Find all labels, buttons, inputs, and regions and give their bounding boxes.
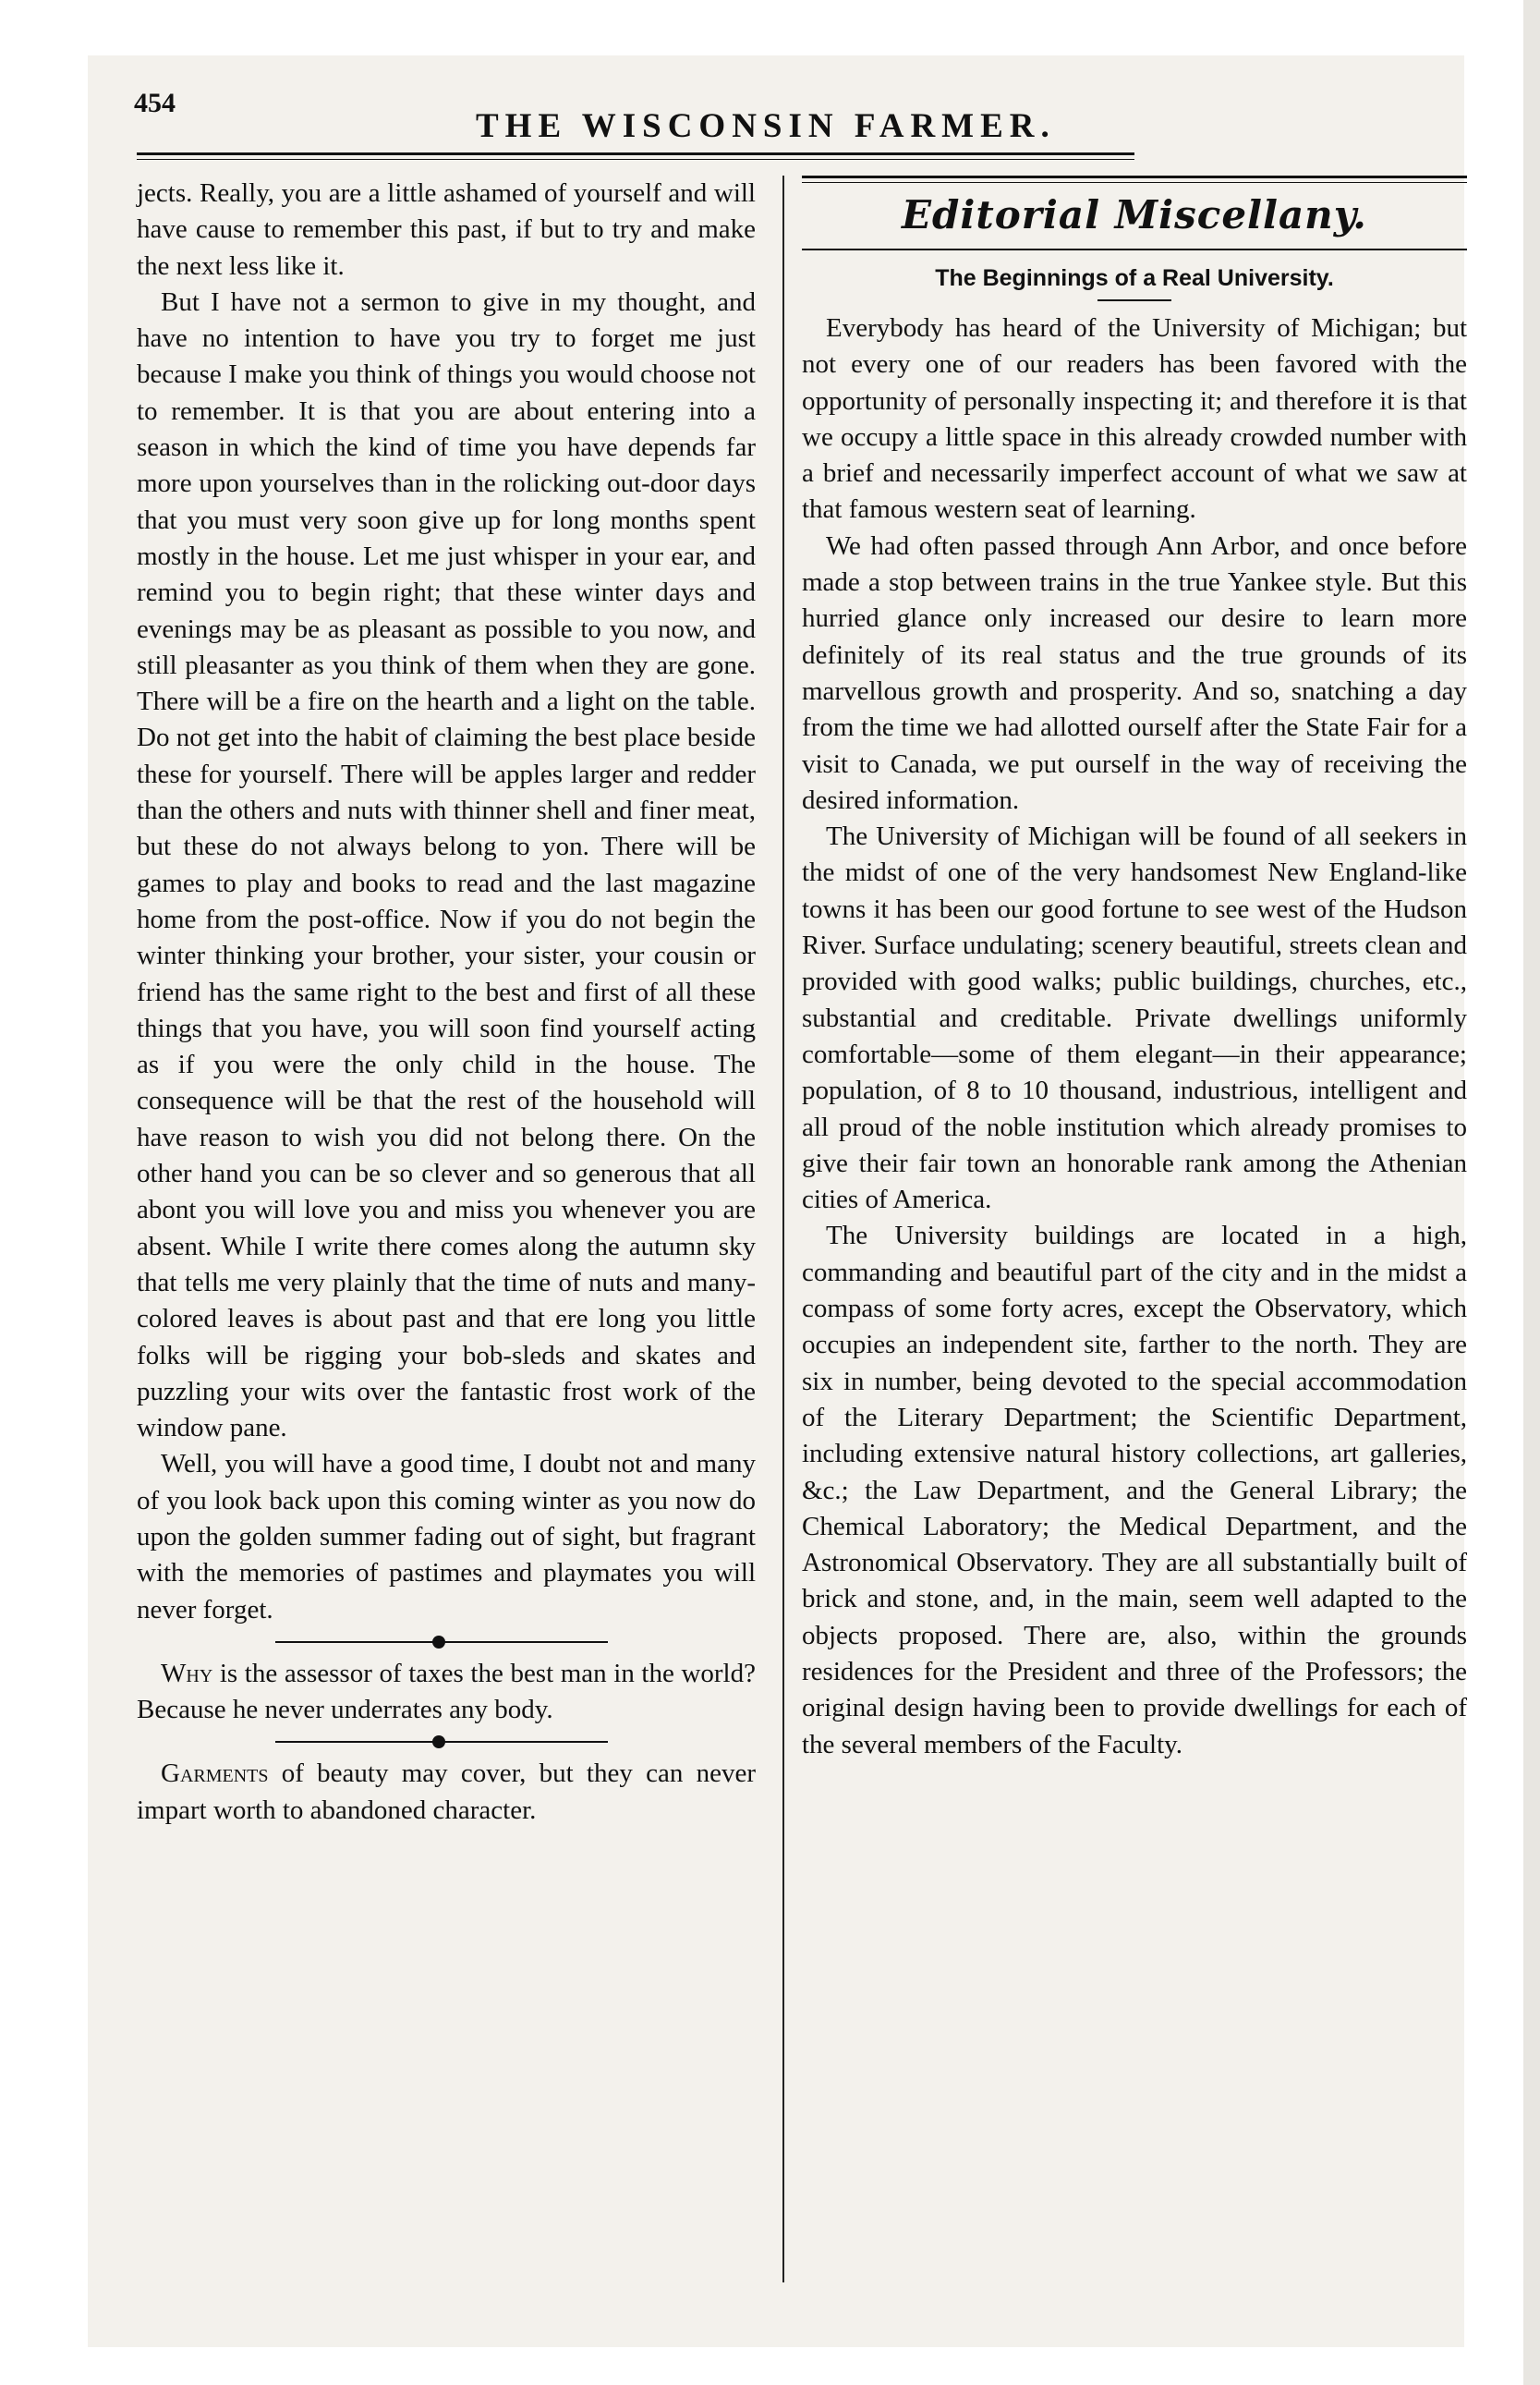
right-paragraph-1: Everybody has heard of the University of Michigan; but not every one of our readers has been favored with the opportunity of personally inspecting it; and therefore it is that we occupy a little space in this already crowded number with a brief and necessarily imperfect account of what we saw at that famous western seat of learning. <box>802 313 1467 525</box>
column-divider <box>782 176 784 2282</box>
separator-1 <box>275 1628 608 1656</box>
right-paragraph-2: We had often passed through Ann Arbor, and once before made a stop between trains in the true Yankee style. But this hurried glance only increased our desire to learn more definitely of its real status and the true grounds of its marvellous growth and prosperity. And so, snatching a day from the time we had allotted ourself after the State Fair for a visit to Canada, we put ourself in the way of receiving the desired information. <box>802 530 1467 815</box>
left-column <box>137 176 756 1829</box>
assessor-item-text: is the assessor of taxes the best man in the world? Because he never underrates any body. <box>137 1658 756 1725</box>
right-paragraph-3: The University of Michigan will be found of all seekers in the midst of one of the very handsomest New England-like towns it has been our good fortune to see west of the Hudson River. Surface undulating; scenery beautiful, streets clean and provided with good walks; public buildings, churches, etc., substantial and creditable. Private dwellings uniformly comfortable—some of them elegant—in their appearance; population, of 8 to 10 thousand, industrious, intelligent and all proud of the noble institution which already promises to give their fair town an honorable rank among the Athenian cities of America. <box>802 821 1467 1215</box>
left-paragraph-2: But I have not a sermon to give in my thought, and have no intention to have you try to forget me just because I make you think of things you would choose not to remember. It is that you are about entering into a season in which the kind of time you have depends far more upon yourselves than in the rolicking out-door days that you must very soon give up for long months spent mostly in the house. Let me just whisper in your ear, and remind you to begin right; that these winter days and evenings may be as pleasant as possible to you now, and still pleasanter as you think of them when they are gone. There will be a fire on the hearth and a light on the table. Do not get into the habit of claiming the best place beside these for yourself. There will be apples larger and redder than the others and nuts with thinner shell and finer meat, but these do not always belong to yon. There will be games to play and books to read and the last magazine home from the post-office. Now if you do not begin the winter thinking your brother, your sister, your cousin or friend has the same right to the best and first of all these things that you have, you will soon find yourself acting as if you were the only child in the house. The consequence will be that the rest of the household will have reason to wish you did not belong there. On the other hand you can be so clever and so generous that all abont you will love you and miss you whenever you are absent. While I write there comes along the autumn sky that tells me very plainly that the time of nuts and many-colored leaves is about past and that ere long you little folks will be rigging your bob-sleds and skates and puzzling your wits over the fantastic frost work of the window pane. <box>137 286 756 1443</box>
right-paragraph-4: The University buildings are located in a high, commanding and beautiful part of the city and in the midst a compass of some forty acres, except the Observatory, which occupies an independent site, farther to the north. They are six in number, being devoted to the special accommodation of the Literary Department; the Scientific Department, including extensive natural history collections, art galleries, &c.; the Law Department, and the General Library; the Chemical Laboratory; the Medical Department, and the Astronomical Observatory. They are all substantially built of brick and stone, and, in the main, seem well adapted to the objects proposed. There are, also, within the grounds residences for the President and three of the Professors; the original design having been to provide dwellings for each of the several members of the Faculty. <box>802 1221 1467 1759</box>
left-paragraph-3: Well, you will have a good time, I doubt not and many of you look back upon this coming winter as you now do upon the golden summer fading out of sight, but fragrant with the memories of pastimes and playmates you will never forget. <box>137 1449 756 1624</box>
separator-2 <box>275 1728 608 1756</box>
right-column <box>802 176 1467 1763</box>
section-rule-top-thin <box>802 182 1467 183</box>
margin-shadow <box>1523 0 1540 2385</box>
section-rule-top <box>802 176 1467 178</box>
article-title: The Beginnings of a Real University. <box>935 265 1334 291</box>
section-title: Editorial Miscellany. <box>902 192 1367 237</box>
left-paragraph-1: jects. Really, you are a little ashamed of yourself and will have cause to remember this past, if but to try and make the next less like it. <box>137 178 756 281</box>
section-rule-bottom <box>802 249 1467 250</box>
separator-ornament <box>432 1636 445 1649</box>
running-head <box>134 88 1136 152</box>
assessor-item-lead: Why <box>161 1658 213 1688</box>
assessor-item <box>137 1656 756 1729</box>
page-number: 454 <box>134 88 176 118</box>
header-rule-thin <box>137 159 1134 160</box>
garments-item <box>137 1756 756 1829</box>
journal-title: THE WISCONSIN FARMER. <box>476 107 1056 145</box>
garments-item-text: of beauty may cover, but they can never impart worth to abandoned character. <box>137 1758 756 1825</box>
header-rule-thick <box>137 152 1134 155</box>
garments-item-lead: Garments <box>161 1758 269 1789</box>
article-title-rule <box>1097 299 1171 301</box>
separator-ornament <box>432 1735 445 1748</box>
